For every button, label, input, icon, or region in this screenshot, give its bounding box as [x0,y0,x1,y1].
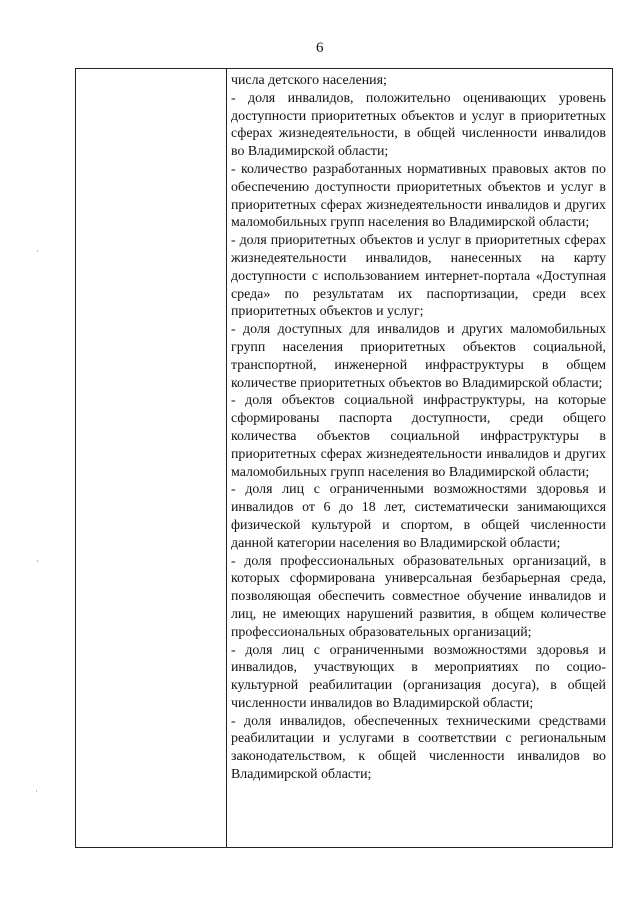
indicator-paragraph: - доля лиц с ограниченными возможностями здоровья и инвалидов от 6 до 18 лет, систематически занимающихся физической культурой и спортом, в общей численности данной категории населения во Владимирской области; [231,482,606,551]
page-number: 6 [316,40,324,56]
table-right-cell [227,69,612,847]
scan-artifact [37,560,38,562]
indicator-paragraph: числа детского населения; [231,73,387,88]
table-left-cell [76,69,227,847]
indicator-paragraph: - доля лиц с ограниченными возможностями здоровья и инвалидов, участвующих в мероприятиях по социо-культурной реабилитации (организация досуга), в общей численности инвалидов во Владимирской области; [231,642,606,711]
indicator-paragraph: - доля доступных для инвалидов и других маломобильных групп населения приоритетных объектов социальной, транспортной, инженерной инфраструктуры в общем количестве приоритетных объектов во Владимирской области; [231,322,606,391]
indicator-paragraph: - количество разработанных нормативных правовых актов по обеспечению доступности приоритетных объектов и услуг в приоритетных сферах жизнедеятельности инвалидов и других маломобильных групп населения во Владимирской области; [231,161,606,231]
indicator-paragraph: - доля объектов социальной инфраструктуры, на которые сформированы паспорта доступности, среди общего количества объектов социальной инфраструктуры в приоритетных сферах жизнедеятельности инвалидов и других маломобильных групп населения во Владимирской области; [231,393,606,480]
scan-artifact [36,790,37,792]
indicator-paragraph: - доля инвалидов, обеспеченных техническими средствами реабилитации и услугами в соответствии с региональным законодательством, к общей численности инвалидов во Владимирской области; [231,713,606,783]
indicator-paragraph: - доля профессиональных образовательных организаций, в которых сформирована универсальная безбарьерная среда, позволяющая обеспечить совместное обучение инвалидов и лиц, не имеющих нарушений развития, в общем количестве профессиональных образовательных организаций; [231,553,606,640]
program-table [75,68,613,848]
indicators-list [231,72,606,784]
indicator-paragraph: - доля приоритетных объектов и услуг в приоритетных сферах жизнедеятельности инвалидов, нанесенных на карту доступности с использованием интернет-портала «Доступная среда» по результатам их паспортизации, среди всех приоритетных объектов и услуг; [231,233,606,320]
indicator-paragraph: - доля инвалидов, положительно оценивающих уровень доступности приоритетных объектов и услуг в приоритетных сферах жизнедеятельности, в общей численности инвалидов во Владимирской области; [231,90,606,160]
scan-artifact [37,250,38,252]
